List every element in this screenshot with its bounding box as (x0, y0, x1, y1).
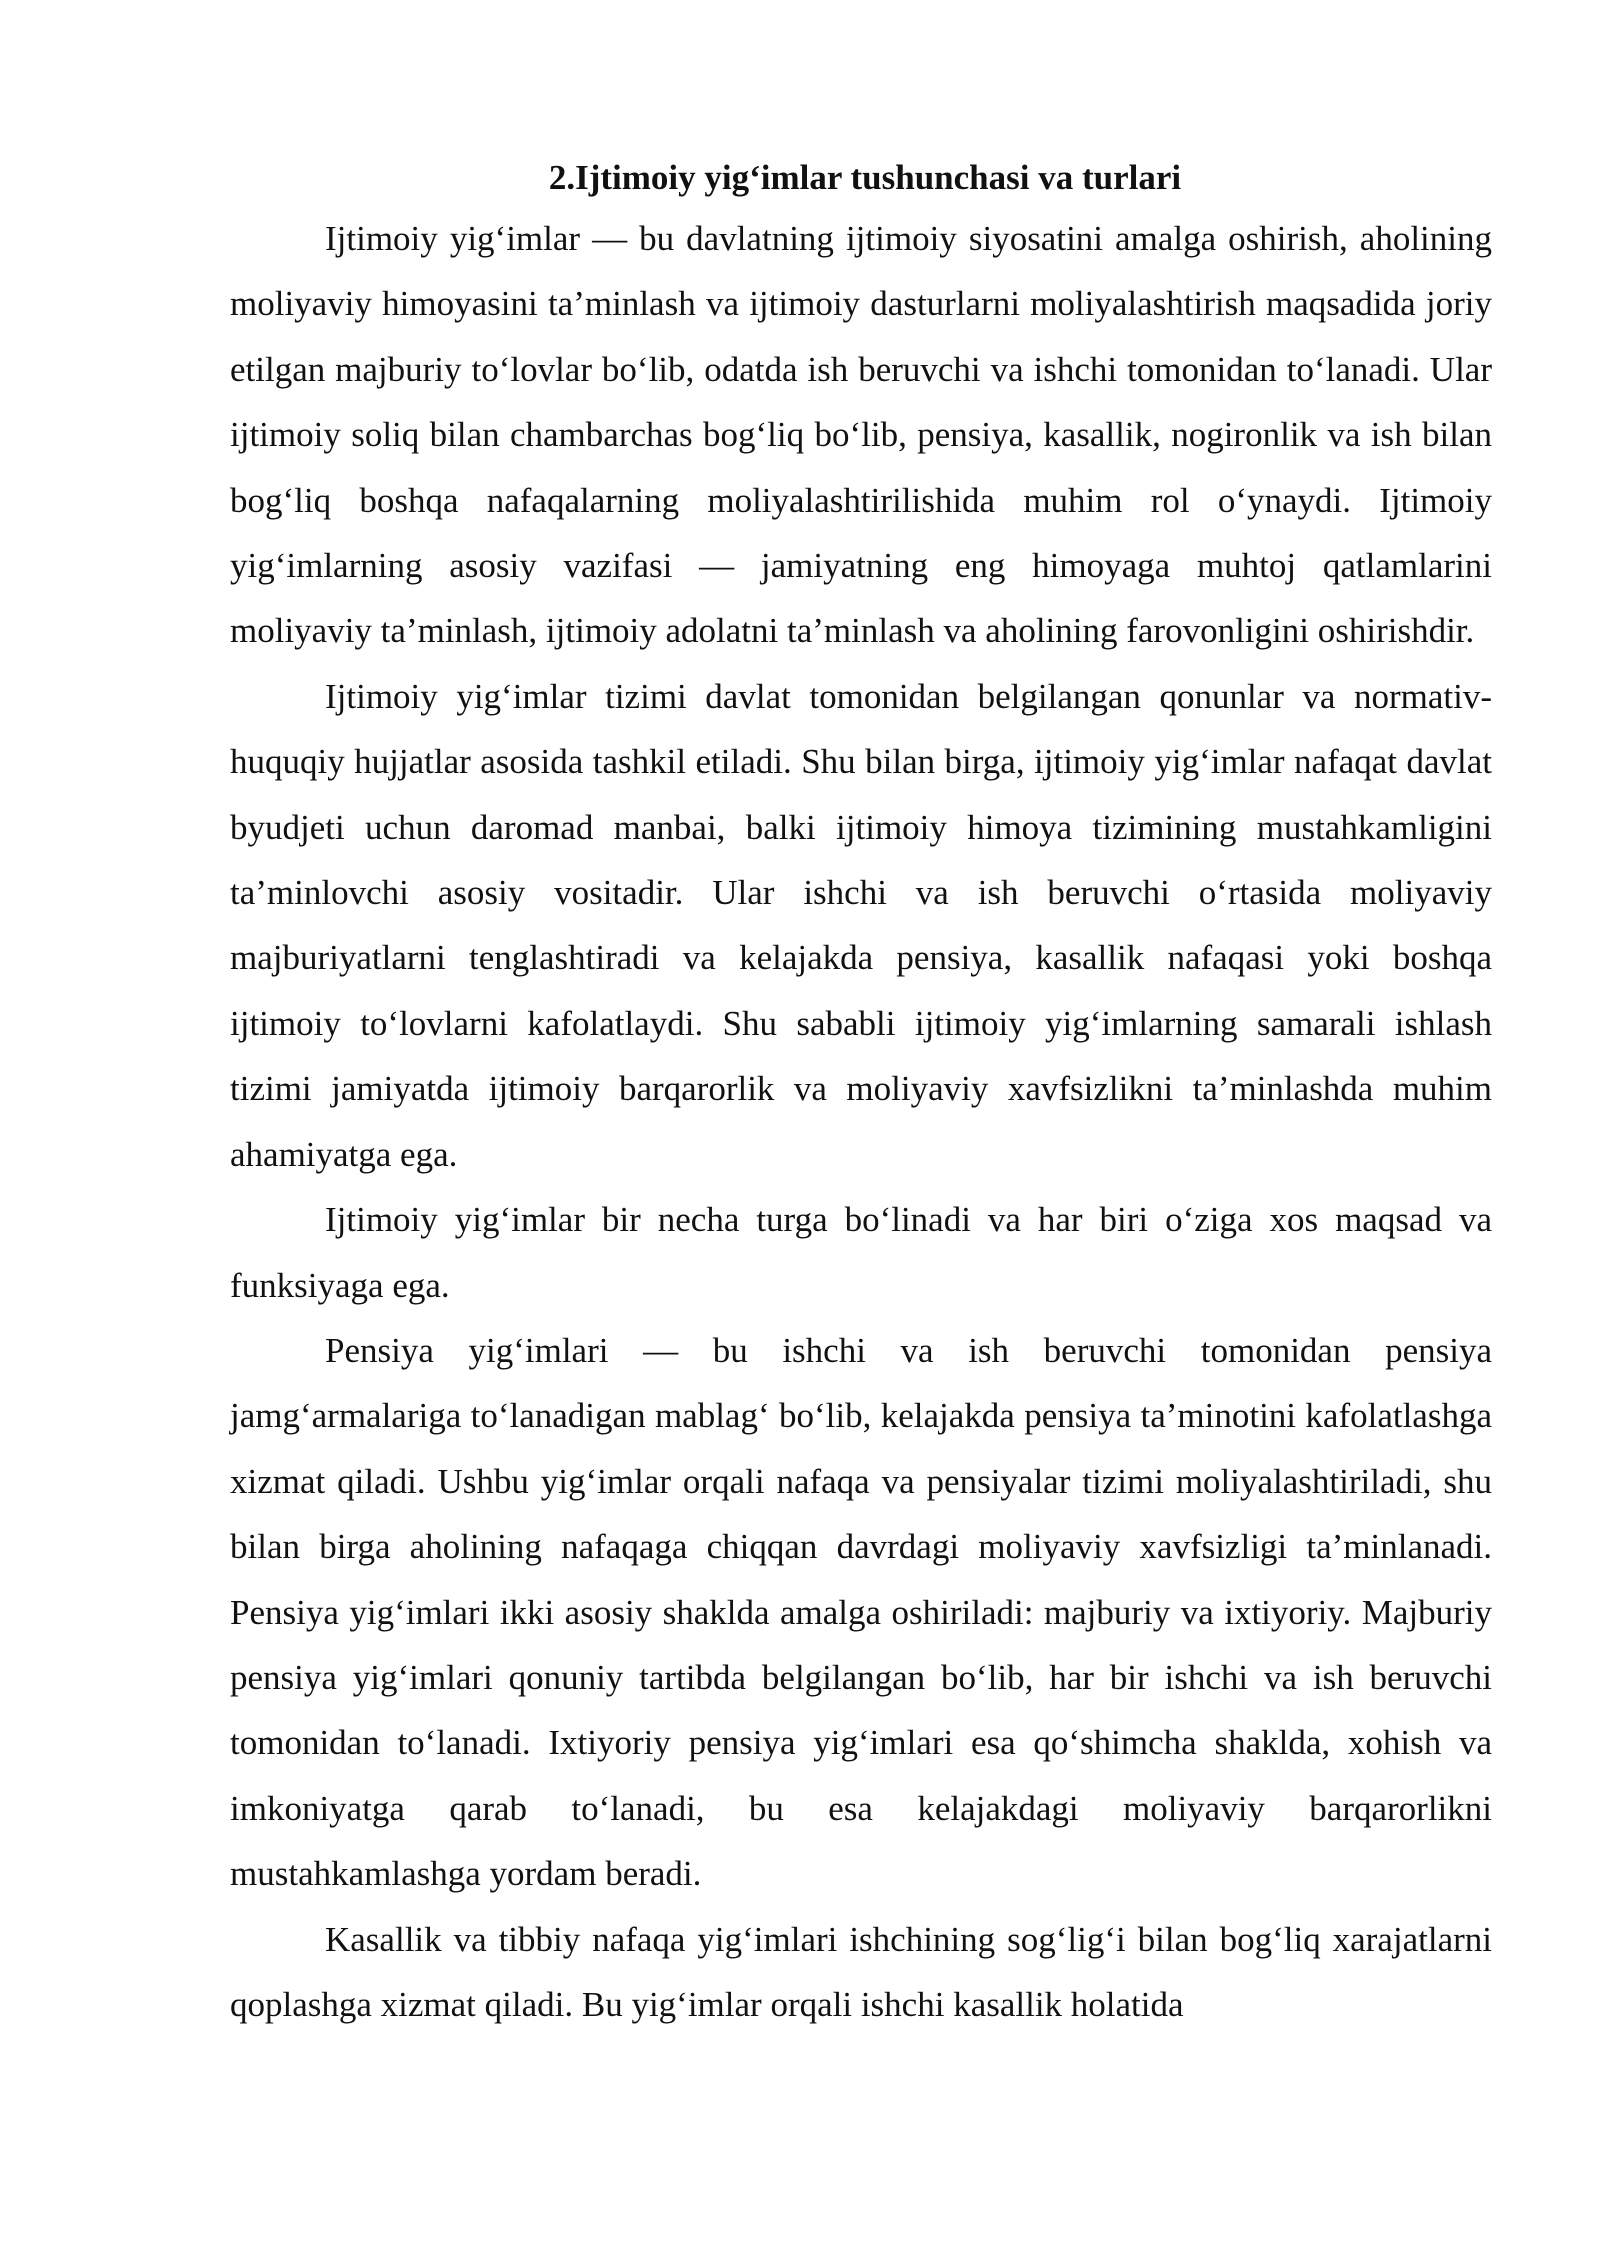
section-heading: 2.Ijtimoiy yig‘imlar tushunchasi va turlari (548, 158, 1182, 197)
paragraph-pension: Pensiya yig‘imlari — bu ishchi va ish beruvchi tomonidan pensiya jamg‘armalariga to‘lanadigan mablag‘ bo‘lib, kelajakda pensiya ta’minotini kafolatlashga xizmat qiladi. Ushbu yig‘imlar orqali nafaqa va pensiyalar tizimi moliyalashtiriladi, shu bilan birga aholining nafaqaga chiqqan davrdagi moliyaviy xavfsizligi ta’minlanadi. Pensiya yig‘imlari ikki asosiy shaklda amalga oshiriladi: majburiy va ixtiyoriy. Majburiy pensiya yig‘imlari qonuniy tartibda belgilangan bo‘lib, har bir ishchi va ish beruvchi tomonidan to‘lanadi. Ixtiyoriy pensiya yig‘imlari esa qo‘shimcha shaklda, xohish va imkoniyatga qarab to‘lanadi, bu esa kelajakdagi moliyaviy barqarorlikni mustahkamlashga yordam beradi. (230, 1330, 1492, 1894)
paragraph-sickness: Kasallik va tibbiy nafaqa yig‘imlari ishchining sog‘lig‘i bilan bog‘liq xarajatlarni qoplashga xizmat qiladi. Bu yig‘imlar orqali ishchi kasallik holatida (230, 1919, 1492, 2024)
document-body (230, 150, 1492, 2037)
paragraph-system: Ijtimoiy yig‘imlar tizimi davlat tomonidan belgilangan qonunlar va normativ-huquqiy hujjatlar asosida tashkil etiladi. Shu bilan birga, ijtimoiy yig‘imlar nafaqat davlat byudjeti uchun daromad manbai, balki ijtimoiy himoya tizimining mustahkamligini ta’minlovchi asosiy vositadir. Ular ishchi va ish beruvchi o‘rtasida moliyaviy majburiyatlarni tenglashtiradi va kelajakda pensiya, kasallik nafaqasi yoki boshqa ijtimoiy to‘lovlarni kafolatlaydi. Shu sababli ijtimoiy yig‘imlarning samarali ishlash tizimi jamiyatda ijtimoiy barqarorlik va moliyaviy xavfsizlikni ta’minlashda muhim ahamiyatga ega. (230, 676, 1492, 1174)
paragraph-definition: Ijtimoiy yig‘imlar — bu davlatning ijtimoiy siyosatini amalga oshirish, aholining moliyaviy himoyasini ta’minlash va ijtimoiy dasturlarni moliyalashtirish maqsadida joriy etilgan majburiy to‘lovlar bo‘lib, odatda ish beruvchi va ishchi tomonidan to‘lanadi. Ular ijtimoiy soliq bilan chambarchas bog‘liq bo‘lib, pensiya, kasallik, nogironlik va ish bilan bog‘liq boshqa nafaqalarning moliyalashtirilishida muhim rol o‘ynaydi. Ijtimoiy yig‘imlarning asosiy vazifasi — jamiyatning eng himoyaga muhtoj qatlamlarini moliyaviy ta’minlash, ijtimoiy adolatni ta’minlash va aholining farovonligini oshirishdir. (230, 219, 1492, 651)
paragraph-types-intro: Ijtimoiy yig‘imlar bir necha turga bo‘linadi va har biri o‘ziga xos maqsad va funksiyaga ega. (230, 1200, 1492, 1305)
